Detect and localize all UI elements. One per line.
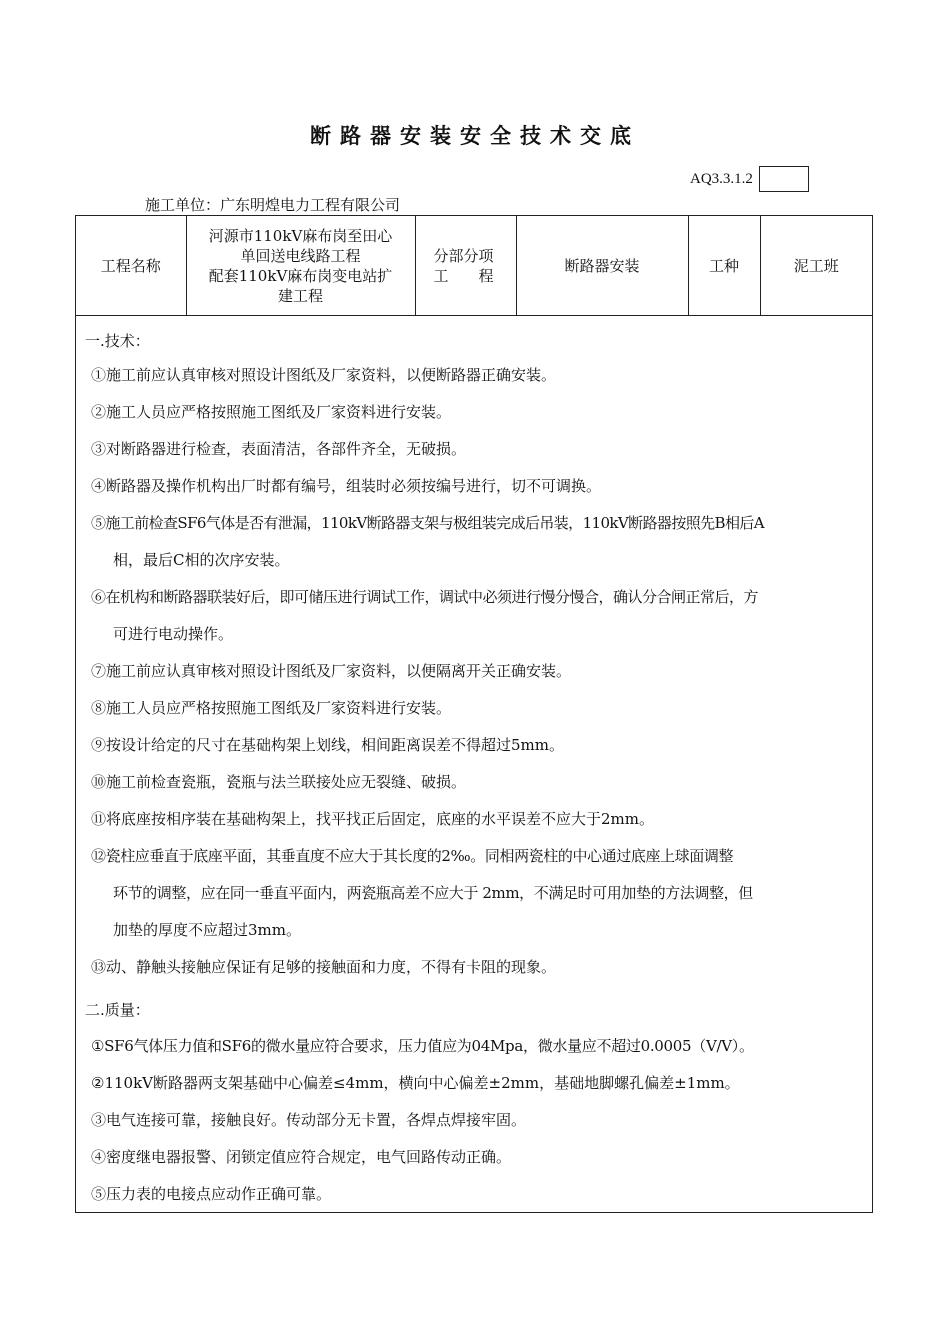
project-name-label: 工程名称 (76, 216, 186, 316)
project-line: 河源市110kV麻布岗至田心 (208, 226, 393, 245)
item-line: 相，最后C相的次序安装。 (113, 551, 290, 569)
tech-item (91, 690, 867, 727)
item-line: ④密度继电器报警、闭锁定值应符合规定，电气回路传动正确。 (91, 1148, 512, 1166)
item-line: ②施工人员应严格按照施工图纸及厂家资料进行安装。 (91, 403, 452, 421)
item-line: 可进行电动操作。 (113, 625, 234, 643)
item-line: ⑬动、静触头接触应保证有足够的接触面和力度，不得有卡阻的现象。 (91, 958, 557, 976)
doc-code: AQ3.3.1.2 (690, 170, 753, 187)
quality-item (91, 1139, 867, 1176)
quality-item (91, 1028, 867, 1065)
tech-item (91, 949, 867, 986)
doc-code-box (759, 166, 809, 192)
item-line: ②110kV断路器两支架基础中心偏差≤4mm，横向中心偏差±2mm，基础地脚螺孔偏差±1mm。 (91, 1074, 740, 1092)
item-line: ③对断路器进行检查，表面清洁，各部件齐全，无破损。 (91, 440, 467, 458)
sub-project-label (415, 216, 516, 316)
item-line: 加垫的厚度不应超过3mm。 (113, 921, 301, 939)
document-title: 断路器安装安全技术交底 (310, 123, 640, 148)
item-line: ①施工前应认真审核对照设计图纸及厂家资料，以便断路器正确安装。 (91, 366, 557, 384)
item-line: ⑦施工前应认真审核对照设计图纸及厂家资料，以便隔离开关正确安装。 (91, 662, 572, 680)
tech-item (91, 801, 867, 838)
item-line: ⑨按设计给定的尺寸在基础构架上划线，相间距离误差不得超过5mm。 (91, 736, 564, 754)
project-name-value (186, 216, 415, 316)
item-line: ⑪将底座按相序装在基础构架上，找平找正后固定，底座的水平误差不应大于2mm。 (91, 810, 654, 828)
sub-project-line: 分部分项 (433, 246, 494, 265)
item-line: ③电气连接可靠，接触良好。传动部分无卡置，各焊点焊接牢固。 (91, 1111, 527, 1129)
item-line: ⑩施工前检查瓷瓶，瓷瓶与法兰联接处应无裂缝、破损。 (91, 773, 467, 791)
tech-item (91, 838, 867, 949)
tech-heading: 一.技术： (85, 332, 150, 350)
item-line: ⑤压力表的电接点应动作正确可靠。 (91, 1185, 332, 1203)
sub-project-line: 工 程 (433, 266, 494, 285)
tech-item (91, 357, 867, 394)
tech-item (91, 764, 867, 801)
item-line: ⑧施工人员应严格按照施工图纸及厂家资料进行安装。 (91, 699, 452, 717)
item-line: ⑤施工前检查SF6气体是否有泄漏，110kV断路器支架与极组装完成后吊装，110kV断路器按照先B相后A (91, 514, 764, 532)
quality-item (91, 1065, 867, 1102)
item-line: 环节的调整，应在同一垂直平面内，两瓷瓶高差不应大于 2mm，不满足时可用加垫的方法调整，但 (113, 884, 753, 902)
project-line: 配套110kV麻布岗变电站扩 (208, 266, 393, 285)
header-table (76, 216, 872, 316)
tech-item (91, 653, 867, 690)
tech-item (91, 468, 867, 505)
tech-item (91, 431, 867, 468)
tech-item (91, 505, 867, 579)
item-line: ④断路器及操作机构出厂时都有编号，组装时必须按编号进行，切不可调换。 (91, 477, 602, 495)
tech-item (91, 579, 867, 653)
project-line: 建工程 (277, 286, 323, 305)
quality-item (91, 1102, 867, 1139)
quality-heading: 二.质量： (85, 1001, 150, 1019)
item-line: ⑥在机构和断路器联装好后，即可储压进行调试工作，调试中必须进行慢分慢合，确认分合闸正常后，方 (91, 588, 759, 606)
construction-unit: 施工单位：广东明煌电力工程有限公司 (145, 196, 401, 214)
trade-value: 泥工班 (760, 216, 872, 316)
doc-code-row (690, 166, 809, 192)
sub-project-value: 断路器安装 (516, 216, 688, 316)
disclosure-form (75, 215, 873, 1213)
tech-item (91, 727, 867, 764)
trade-label: 工种 (688, 216, 760, 316)
quality-item (91, 1176, 867, 1213)
project-line: 单回送电线路工程 (240, 246, 361, 265)
item-line: ①SF6气体压力值和SF6的微水量应符合要求，压力值应为04Mpa，微水量应不超过0.0005（V/V）。 (91, 1037, 754, 1055)
item-line: ⑫瓷柱应垂直于底座平面，其垂直度不应大于其长度的2‰。同相两瓷柱的中心通过底座上球面调整 (91, 847, 734, 865)
tech-item (91, 394, 867, 431)
